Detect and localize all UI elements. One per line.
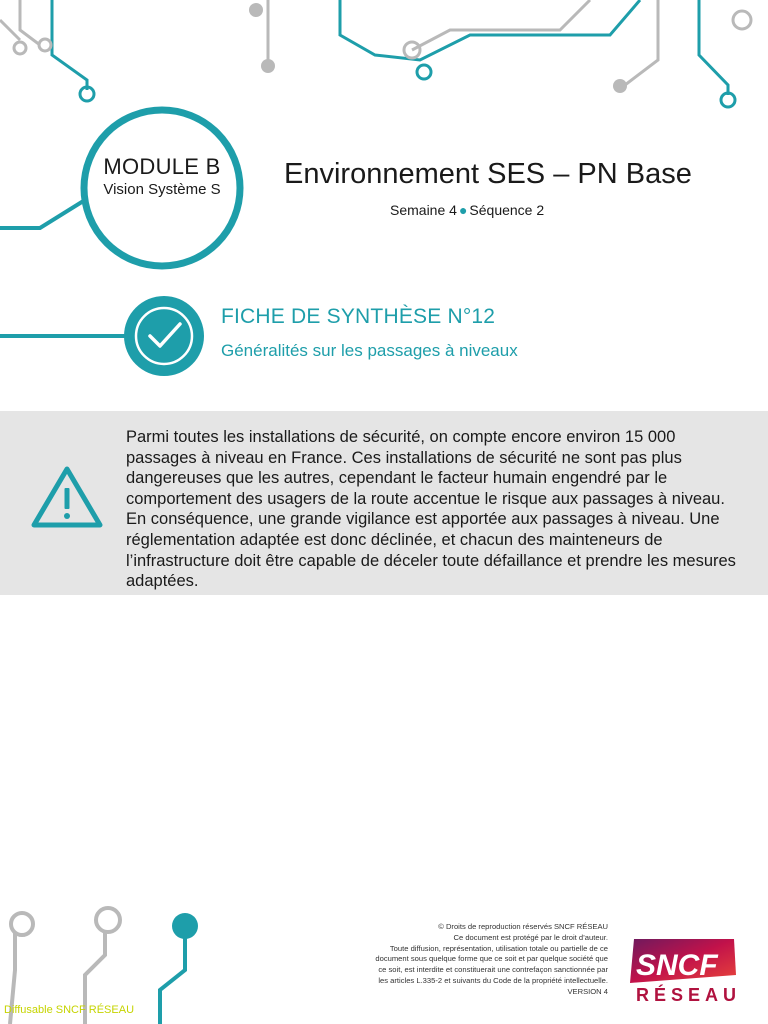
module-subtitle: Vision Système S: [103, 181, 221, 198]
diffusion-label: Diffusable SNCF RÉSEAU: [4, 1004, 135, 1016]
version-label: VERSION 4: [567, 986, 608, 996]
check-badge: [0, 290, 220, 380]
sequence-label: Séquence 2: [469, 202, 545, 218]
warning-icon: [30, 464, 104, 530]
fiche-title: FICHE DE SYNTHÈSE N°12: [221, 305, 496, 328]
separator-dot-icon: ●: [458, 202, 468, 218]
alert-text: Parmi toutes les installations de sécurité, on compte encore environ 15 000 passages à niveau en France. Ces installations de sécurité ne sont pas plus dangereuses que les autres, cependant le facteur humain engendré par le comportement des usagers de la route accentue le risque aux passages à niveau. En conséquence, une grande vigilance est apportée aux passages à niveau. Une réglementation adaptée est donc déclinée, et chacun des mainteneurs de l’infrastructure doit être capable de déceler toute défaillance et prendre les mesures adaptées.: [126, 428, 736, 591]
logo-text: SNCF: [636, 949, 718, 982]
copyright-line: les articles L.335-2 et suivants du Code de la propriété intellectuelle.: [378, 975, 608, 985]
copyright-line: Ce document est protégé par le droit d’auteur.: [453, 932, 608, 942]
module-label: MODULE B: [103, 154, 221, 179]
copyright-notice: [300, 922, 608, 998]
copyright-line: document sous quelque forme que ce soit et par quelque société que: [375, 954, 608, 964]
copyright-line: ce soit, est interdite et constituerait une contrefaçon sanctionnée par: [378, 965, 608, 975]
document-title: Environnement SES – PN Base: [284, 158, 692, 190]
circuit-decoration-bottom: [0, 880, 260, 1024]
week-sequence: [390, 202, 544, 218]
copyright-line: © Droits de reproduction réservés SNCF RÉSEAU: [438, 922, 608, 931]
week-label: Semaine 4: [390, 202, 457, 218]
logo-subtext: RÉSEAU: [636, 985, 742, 1005]
copyright-line: Toute diffusion, représentation, utilisation totale ou partielle de ce: [389, 943, 608, 953]
fiche-subtitle: Généralités sur les passages à niveaux: [221, 341, 518, 360]
